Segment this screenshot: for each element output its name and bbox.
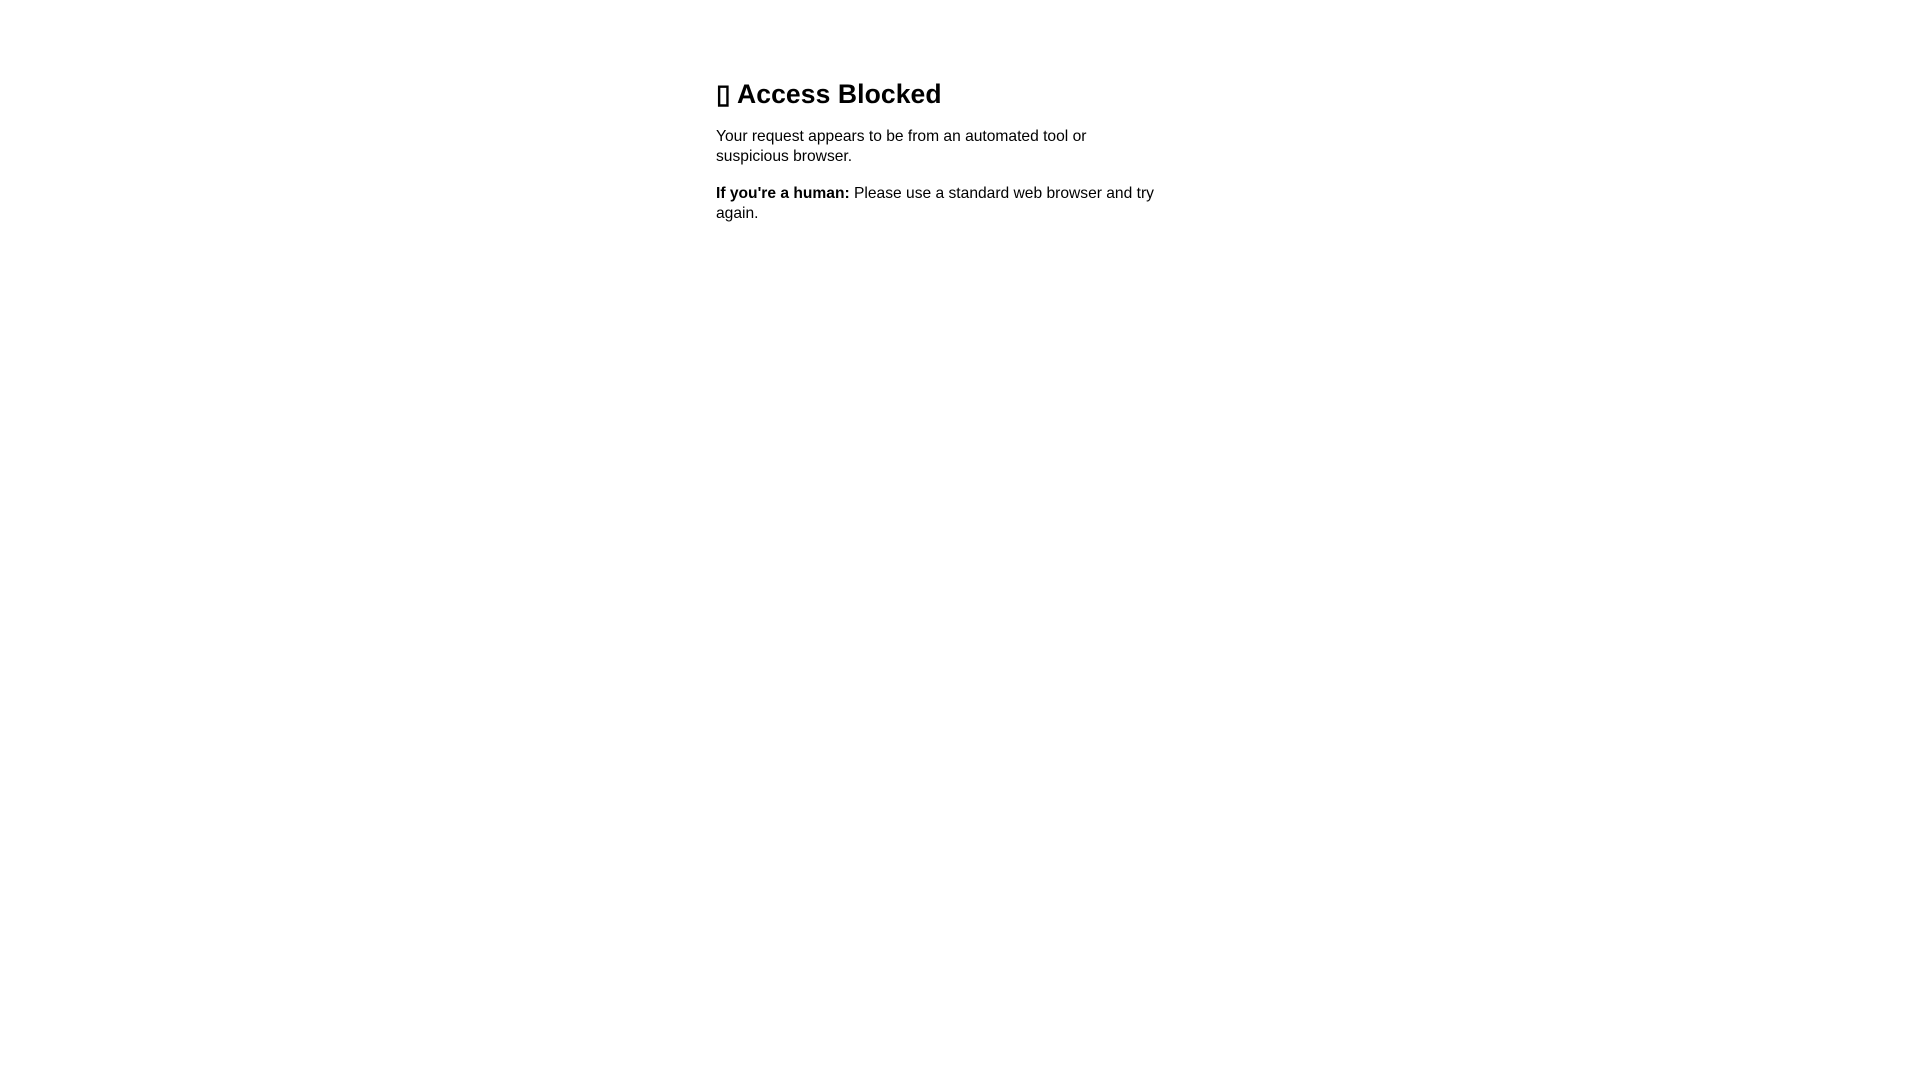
human-notice-label: If you're a human: (716, 184, 850, 202)
page-title (716, 78, 1216, 110)
human-notice (716, 184, 1163, 224)
block-message-container (716, 78, 1216, 224)
blocked-tofu-glyph-icon: ▯ (716, 79, 731, 109)
page-title-text: Access Blocked (737, 79, 942, 109)
human-notice-text: Please use a standard web browser and try again. (716, 184, 1154, 222)
block-description: Your request appears to be from an automated tool or suspicious browser. (716, 128, 1087, 166)
